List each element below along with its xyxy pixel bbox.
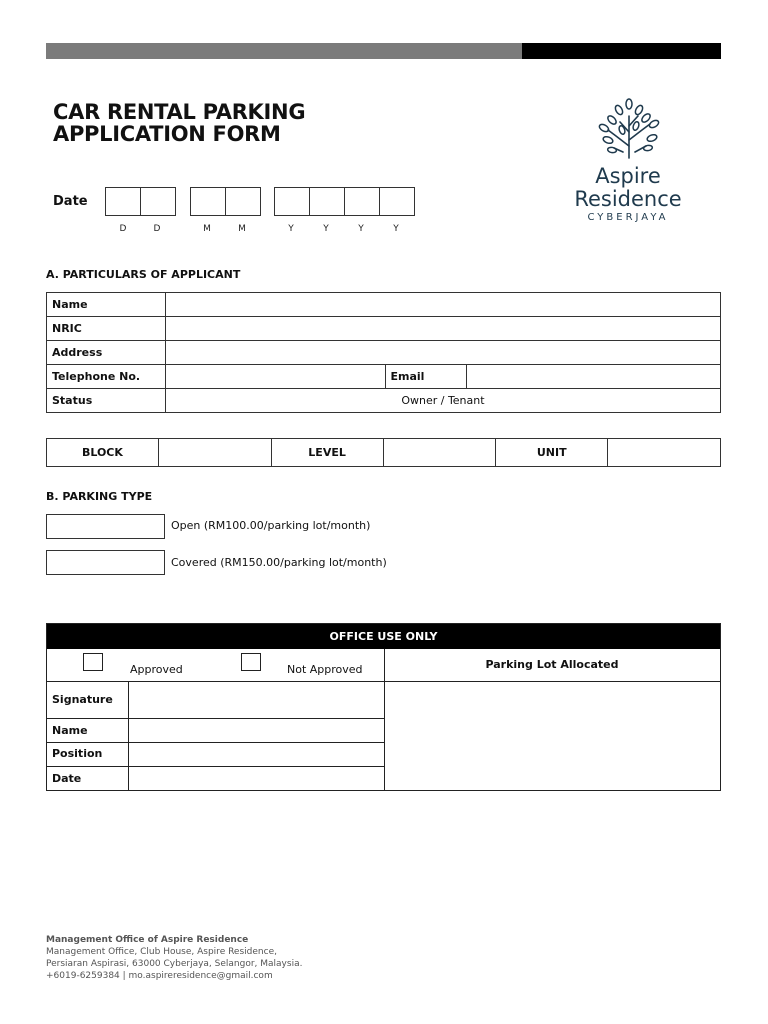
- date-letter-d: D: [119, 224, 127, 234]
- covered-parking-label: Covered (RM150.00/parking lot/month): [171, 556, 387, 569]
- footer-office-name: Management Office of Aspire Residence: [46, 935, 249, 945]
- email-label: Email: [385, 365, 467, 389]
- table-row: [47, 317, 721, 341]
- nric-label: NRIC: [47, 317, 166, 341]
- form-title-line1: CAR RENTAL PARKING: [53, 100, 306, 124]
- date-month-divider: [225, 188, 226, 215]
- date-letter-y: Y: [323, 224, 329, 234]
- date-letter-d: D: [153, 224, 161, 234]
- address-field[interactable]: [165, 341, 720, 365]
- date-year-divider: [309, 188, 310, 215]
- signature-label: Signature: [52, 693, 113, 706]
- logo-name-line1: Aspire: [595, 164, 661, 188]
- logo-subtitle: CYBERJAYA: [587, 212, 669, 223]
- name-label: Name: [47, 293, 166, 317]
- applicant-table: [46, 292, 721, 413]
- status-label: Status: [47, 389, 166, 413]
- date-month-boxes[interactable]: [190, 187, 261, 216]
- date-year-boxes[interactable]: [274, 187, 415, 216]
- logo-name: [548, 165, 708, 211]
- block-field[interactable]: [158, 439, 271, 467]
- status-field[interactable]: Owner / Tenant: [165, 389, 720, 413]
- covered-parking-checkbox[interactable]: [46, 550, 165, 575]
- date-letter-y: Y: [288, 224, 294, 234]
- section-a-heading: A. PARTICULARS OF APPLICANT: [46, 268, 241, 281]
- telephone-field[interactable]: [165, 365, 385, 389]
- table-row: [47, 389, 721, 413]
- table-row: [47, 439, 721, 467]
- approved-checkbox[interactable]: [83, 653, 103, 671]
- date-year-divider: [379, 188, 380, 215]
- parking-lot-allocated-field[interactable]: [385, 682, 720, 790]
- date-letter-m: M: [238, 224, 246, 234]
- not-approved-label: Not Approved: [287, 663, 363, 676]
- office-date-field[interactable]: [129, 767, 384, 790]
- date-letter-y: Y: [358, 224, 364, 234]
- office-date-label: Date: [52, 772, 82, 785]
- office-use-panel: [46, 623, 721, 791]
- date-letter-y: Y: [393, 224, 399, 234]
- open-parking-label: Open (RM100.00/parking lot/month): [171, 519, 371, 532]
- table-row: [47, 365, 721, 389]
- header-bar-black: [522, 43, 721, 59]
- footer-address-line2: Persiaran Aspirasi, 63000 Cyberjaya, Selangor, Malaysia.: [46, 959, 303, 969]
- telephone-label: Telephone No.: [47, 365, 166, 389]
- date-letter-m: M: [203, 224, 211, 234]
- header-bar-gray: [46, 43, 522, 59]
- parking-lot-allocated-label: Parking Lot Allocated: [485, 658, 619, 671]
- form-title: [53, 101, 305, 145]
- level-field[interactable]: [383, 439, 496, 467]
- block-label: BLOCK: [47, 439, 159, 467]
- date-day-divider: [140, 188, 141, 215]
- open-parking-checkbox[interactable]: [46, 514, 165, 539]
- table-row: [47, 293, 721, 317]
- name-field[interactable]: [165, 293, 720, 317]
- form-title-line2: APPLICATION FORM: [53, 122, 281, 146]
- date-year-divider: [344, 188, 345, 215]
- unit-label: UNIT: [496, 439, 608, 467]
- nric-field[interactable]: [165, 317, 720, 341]
- not-approved-checkbox[interactable]: [241, 653, 261, 671]
- position-label: Position: [52, 747, 103, 760]
- date-day-boxes[interactable]: [105, 187, 176, 216]
- level-label: LEVEL: [271, 439, 383, 467]
- date-label: Date: [53, 194, 88, 209]
- position-field[interactable]: [129, 743, 384, 766]
- footer-address-line1: Management Office, Club House, Aspire Residence,: [46, 947, 277, 957]
- section-b-heading: B. PARKING TYPE: [46, 490, 153, 503]
- office-name-field[interactable]: [129, 719, 384, 742]
- unit-field[interactable]: [608, 439, 721, 467]
- footer: [46, 934, 302, 982]
- footer-contact: +6019-6259384 | mo.aspireresidence@gmail.com: [46, 971, 273, 981]
- unit-table: [46, 438, 721, 467]
- address-label: Address: [47, 341, 166, 365]
- table-row: [47, 341, 721, 365]
- signature-field[interactable]: [129, 682, 384, 718]
- office-use-heading: OFFICE USE ONLY: [47, 624, 720, 649]
- office-name-label: Name: [52, 724, 88, 737]
- email-field[interactable]: [467, 365, 721, 389]
- approved-label: Approved: [130, 663, 183, 676]
- logo-name-line2: Residence: [574, 187, 682, 211]
